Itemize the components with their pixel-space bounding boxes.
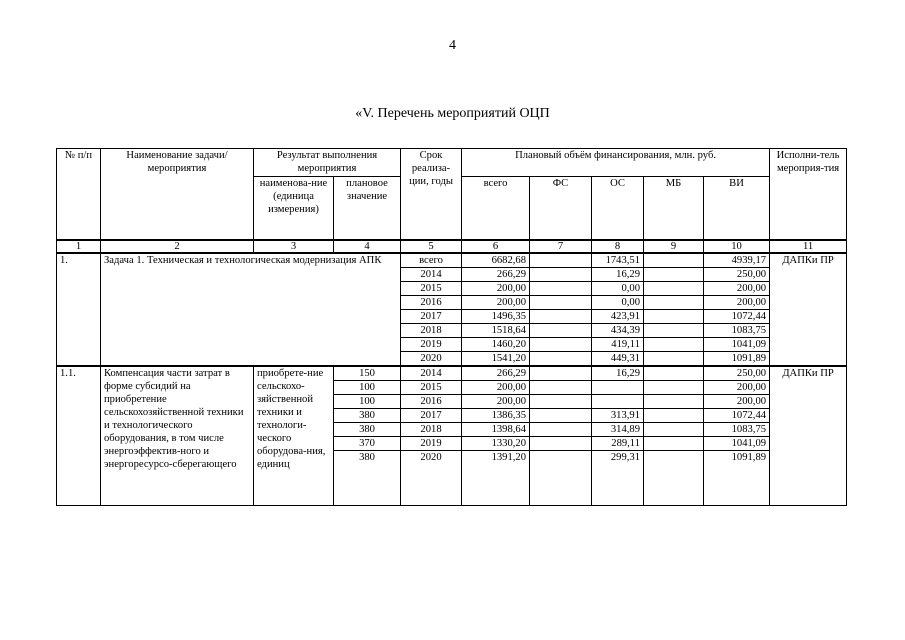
vi-cell: 1072,44 [704,409,770,423]
year-cell: 2018 [401,324,462,338]
fs-cell [530,324,592,338]
header-fs: ФС [530,177,592,240]
total-cell: 1496,35 [462,310,530,324]
fs-cell [530,352,592,367]
vi-cell: 1041,09 [704,437,770,451]
mb-cell [644,338,704,352]
total-cell: 1398,64 [462,423,530,437]
total-cell: 1518,64 [462,324,530,338]
vi-cell: 4939,17 [704,253,770,268]
vi-cell: 1083,75 [704,324,770,338]
header-result: Результат выполнения мероприятия [254,149,401,177]
planned-value-cell: 370 [334,437,401,451]
year-cell: 2020 [401,451,462,506]
year-cell: 2016 [401,296,462,310]
os-cell: 299,31 [592,451,644,506]
total-cell: 200,00 [462,296,530,310]
col-number: 3 [254,240,334,253]
os-cell: 423,91 [592,310,644,324]
header-mb: МБ [644,177,704,240]
task-number: 1. [57,253,101,366]
mb-cell [644,352,704,367]
header-result-name: наименова-ние (единица измерения) [254,177,334,240]
vi-cell: 200,00 [704,282,770,296]
header-vi: ВИ [704,177,770,240]
vi-cell: 1072,44 [704,310,770,324]
measure-number: 1.1. [57,366,101,506]
mb-cell [644,282,704,296]
mb-cell [644,253,704,268]
col-number: 1 [57,240,101,253]
total-cell: 1386,35 [462,409,530,423]
fs-cell [530,282,592,296]
header-name: Наименование задачи/мероприятия [101,149,254,241]
header-num: № п/п [57,149,101,241]
header-row [57,149,847,177]
year-cell: 2019 [401,437,462,451]
mb-cell [644,409,704,423]
mb-cell [644,366,704,381]
os-cell: 419,11 [592,338,644,352]
total-cell: 200,00 [462,395,530,409]
os-cell: 313,91 [592,409,644,423]
year-cell: 2017 [401,310,462,324]
year-cell: 2014 [401,268,462,282]
year-cell: 2017 [401,409,462,423]
vi-cell: 200,00 [704,296,770,310]
fs-cell [530,395,592,409]
fs-cell [530,366,592,381]
measures-table [56,148,847,506]
year-cell: 2016 [401,395,462,409]
year-cell: 2015 [401,282,462,296]
planned-value-cell: 100 [334,395,401,409]
executor-cell: ДАПКи ПР [770,366,847,506]
fs-cell [530,253,592,268]
planned-value-cell: 100 [334,381,401,395]
os-cell: 314,89 [592,423,644,437]
vi-cell: 200,00 [704,381,770,395]
planned-value-cell: 380 [334,423,401,437]
fs-cell [530,451,592,506]
year-cell: всего [401,253,462,268]
year-cell: 2018 [401,423,462,437]
result-name-cell: приобрете-ние сельскохо-зяйственной техники и технологи-ческого оборудова-ния, единиц [254,366,334,506]
total-cell: 1460,20 [462,338,530,352]
col-number: 5 [401,240,462,253]
vi-cell: 200,00 [704,395,770,409]
total-cell: 200,00 [462,282,530,296]
os-cell: 289,11 [592,437,644,451]
header-term: Срок реализа-ции, годы [401,149,462,241]
total-cell: 266,29 [462,268,530,282]
mb-cell [644,268,704,282]
total-cell: 1541,20 [462,352,530,367]
fs-cell [530,296,592,310]
document-title: «V. Перечень мероприятий ОЦП [355,106,550,121]
vi-cell: 250,00 [704,366,770,381]
mb-cell [644,395,704,409]
os-cell [592,395,644,409]
executor-cell: ДАПКи ПР [770,253,847,366]
mb-cell [644,324,704,338]
mb-cell [644,296,704,310]
total-cell: 200,00 [462,381,530,395]
os-cell: 449,31 [592,352,644,367]
mb-cell [644,451,704,506]
col-number: 9 [644,240,704,253]
col-number: 4 [334,240,401,253]
os-cell: 0,00 [592,296,644,310]
os-cell: 1743,51 [592,253,644,268]
measure-row [57,366,847,381]
fs-cell [530,268,592,282]
measure-name: Компенсация части затрат в форме субсидий на приобретение сельскохозяйственной техники и технологического оборудования, в том числе энергоэффектив-ного и энергоресурсо-сберегающего [101,366,254,506]
planned-value-cell: 380 [334,451,401,506]
vi-cell: 1091,89 [704,451,770,506]
col-number: 11 [770,240,847,253]
mb-cell [644,437,704,451]
os-cell: 434,39 [592,324,644,338]
fs-cell [530,381,592,395]
vi-cell: 1083,75 [704,423,770,437]
year-cell: 2020 [401,352,462,367]
planned-value-cell: 150 [334,366,401,381]
fs-cell [530,437,592,451]
year-cell: 2019 [401,338,462,352]
header-executor: Исполни-тель мероприя-тия [770,149,847,241]
column-numbers-row [57,240,847,253]
total-cell: 1330,20 [462,437,530,451]
planned-value-cell: 380 [334,409,401,423]
task-row [57,253,847,268]
col-number: 2 [101,240,254,253]
mb-cell [644,310,704,324]
mb-cell [644,381,704,395]
col-number: 8 [592,240,644,253]
total-cell: 6682,68 [462,253,530,268]
task-name: Задача 1. Техническая и технологическая модернизация АПК [101,253,401,366]
col-number: 6 [462,240,530,253]
os-cell: 16,29 [592,268,644,282]
os-cell: 16,29 [592,366,644,381]
total-cell: 1391,20 [462,451,530,506]
fs-cell [530,423,592,437]
year-cell: 2014 [401,366,462,381]
os-cell [592,381,644,395]
vi-cell: 250,00 [704,268,770,282]
page-number: 4 [449,38,456,53]
vi-cell: 1091,89 [704,352,770,367]
header-financing: Плановый объём финансирования, млн. руб. [462,149,770,177]
header-result-value: плановое значение [334,177,401,240]
col-number: 7 [530,240,592,253]
header-os: ОС [592,177,644,240]
total-cell: 266,29 [462,366,530,381]
col-number: 10 [704,240,770,253]
fs-cell [530,310,592,324]
fs-cell [530,409,592,423]
vi-cell: 1041,09 [704,338,770,352]
mb-cell [644,423,704,437]
fs-cell [530,338,592,352]
header-total: всего [462,177,530,240]
os-cell: 0,00 [592,282,644,296]
year-cell: 2015 [401,381,462,395]
